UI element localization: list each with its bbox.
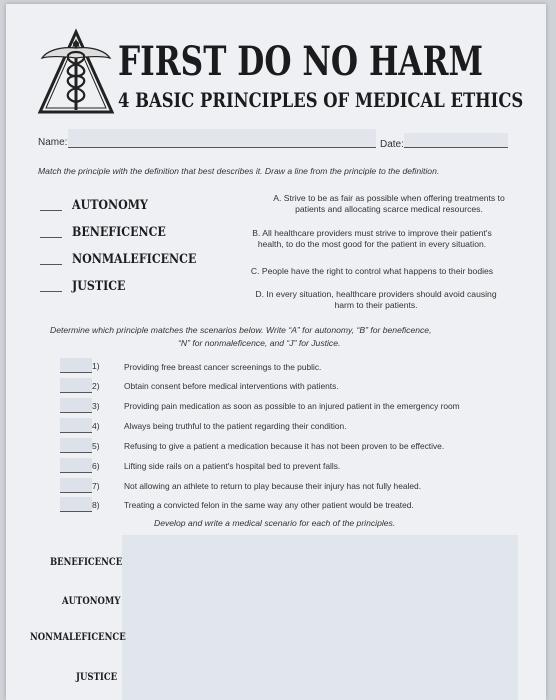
definition-c-line1: C. People have the right to control what happens to their bodies: [250, 266, 494, 276]
scenario-number: 8): [92, 500, 100, 510]
match-blank[interactable]: [40, 264, 62, 265]
principle-beneficence: BENEFICENCE: [72, 225, 166, 240]
scenario-text: Lifting side rails on a patient's hospital bed to prevent falls.: [124, 461, 341, 471]
box-label-justice: JUSTICE: [76, 672, 118, 683]
caduceus-logo-icon: [36, 28, 116, 116]
scenario-answer-blank[interactable]: [60, 418, 92, 433]
scenario-number: 2): [92, 381, 100, 391]
date-label: Date:: [380, 139, 404, 150]
scenario-text: Treating a convicted felon in the same way any other patient would be treated.: [124, 500, 414, 510]
matching-instruction: Match the principle with the definition that best describes it. Draw a line from the principle to the definition.: [38, 166, 440, 176]
scenario-number: 5): [92, 441, 100, 451]
page-subtitle: 4 BASIC PRINCIPLES OF MEDICAL ETHICS: [118, 88, 524, 112]
scenario-text: Refusing to give a patient a medication because it has not been proven to be effective.: [124, 441, 445, 451]
definition-a: [244, 193, 534, 215]
definition-d: [226, 289, 526, 311]
scenario-text: Obtain consent before medical interventions with patients.: [124, 381, 339, 391]
develop-instruction: Develop and write a medical scenario for each of the principles.: [154, 518, 396, 528]
definition-b-line1: B. All healthcare providers must strive to improve their patient's: [252, 228, 492, 238]
scenario-number: 7): [92, 481, 100, 491]
box-label-beneficence: BENEFICENCE: [50, 557, 123, 568]
scenario-text: Providing pain medication as soon as possible to an injured patient in the emergency room: [124, 401, 460, 411]
scenario-instruction-line1: Determine which principle matches the scenarios below. Write “A” for autonomy, “B” for beneficence,: [50, 325, 432, 335]
match-blank[interactable]: [40, 291, 62, 292]
scenario-number: 4): [92, 421, 100, 431]
date-field[interactable]: [404, 133, 508, 148]
scenario-writing-area[interactable]: [122, 535, 518, 700]
scenario-answer-blank[interactable]: [60, 378, 92, 393]
scenario-text: Providing free breast cancer screenings to the public.: [124, 362, 322, 372]
scenario-answer-blank[interactable]: [60, 478, 92, 493]
scenario-answer-blank[interactable]: [60, 497, 92, 512]
principle-justice: JUSTICE: [72, 279, 126, 294]
definition-d-line1: D. In every situation, healthcare providers should avoid causing: [255, 289, 497, 299]
scenario-instruction-line2: “N” for nonmaleficence, and “J” for Justice.: [178, 338, 341, 348]
scenario-answer-blank[interactable]: [60, 458, 92, 473]
definition-a-line1: A. Strive to be as fair as possible when offering treatments to: [273, 193, 505, 203]
box-label-autonomy: AUTONOMY: [62, 596, 121, 607]
match-blank[interactable]: [40, 237, 62, 238]
scenario-number: 3): [92, 401, 100, 411]
scenario-answer-blank[interactable]: [60, 398, 92, 413]
box-label-nonmaleficence: NONMALEFICENCE: [30, 632, 126, 643]
definition-a-line2: patients and allocating scarce medical resources.: [295, 204, 483, 214]
principle-autonomy: AUTONOMY: [72, 198, 148, 213]
scenario-answer-blank[interactable]: [60, 358, 92, 373]
definition-b: [222, 228, 522, 250]
scenario-number: 1): [92, 361, 100, 371]
definition-c: [222, 266, 522, 277]
definition-b-line2: health, to do the most good for the patient in every situation.: [257, 239, 487, 249]
scenario-text: Always being truthful to the patient regarding their condition.: [124, 421, 347, 431]
scenario-answer-blank[interactable]: [60, 438, 92, 453]
name-label: Name:: [38, 137, 68, 148]
definition-d-line2: harm to their patients.: [334, 300, 418, 310]
scenario-text: Not allowing an athlete to return to play because their injury has not fully healed.: [124, 481, 422, 491]
scenario-number: 6): [92, 461, 100, 471]
principle-nonmaleficence: NONMALEFICENCE: [72, 252, 197, 267]
name-field[interactable]: [68, 129, 376, 148]
match-blank[interactable]: [40, 210, 62, 211]
page-title: FIRST DO NO HARM: [118, 38, 484, 85]
